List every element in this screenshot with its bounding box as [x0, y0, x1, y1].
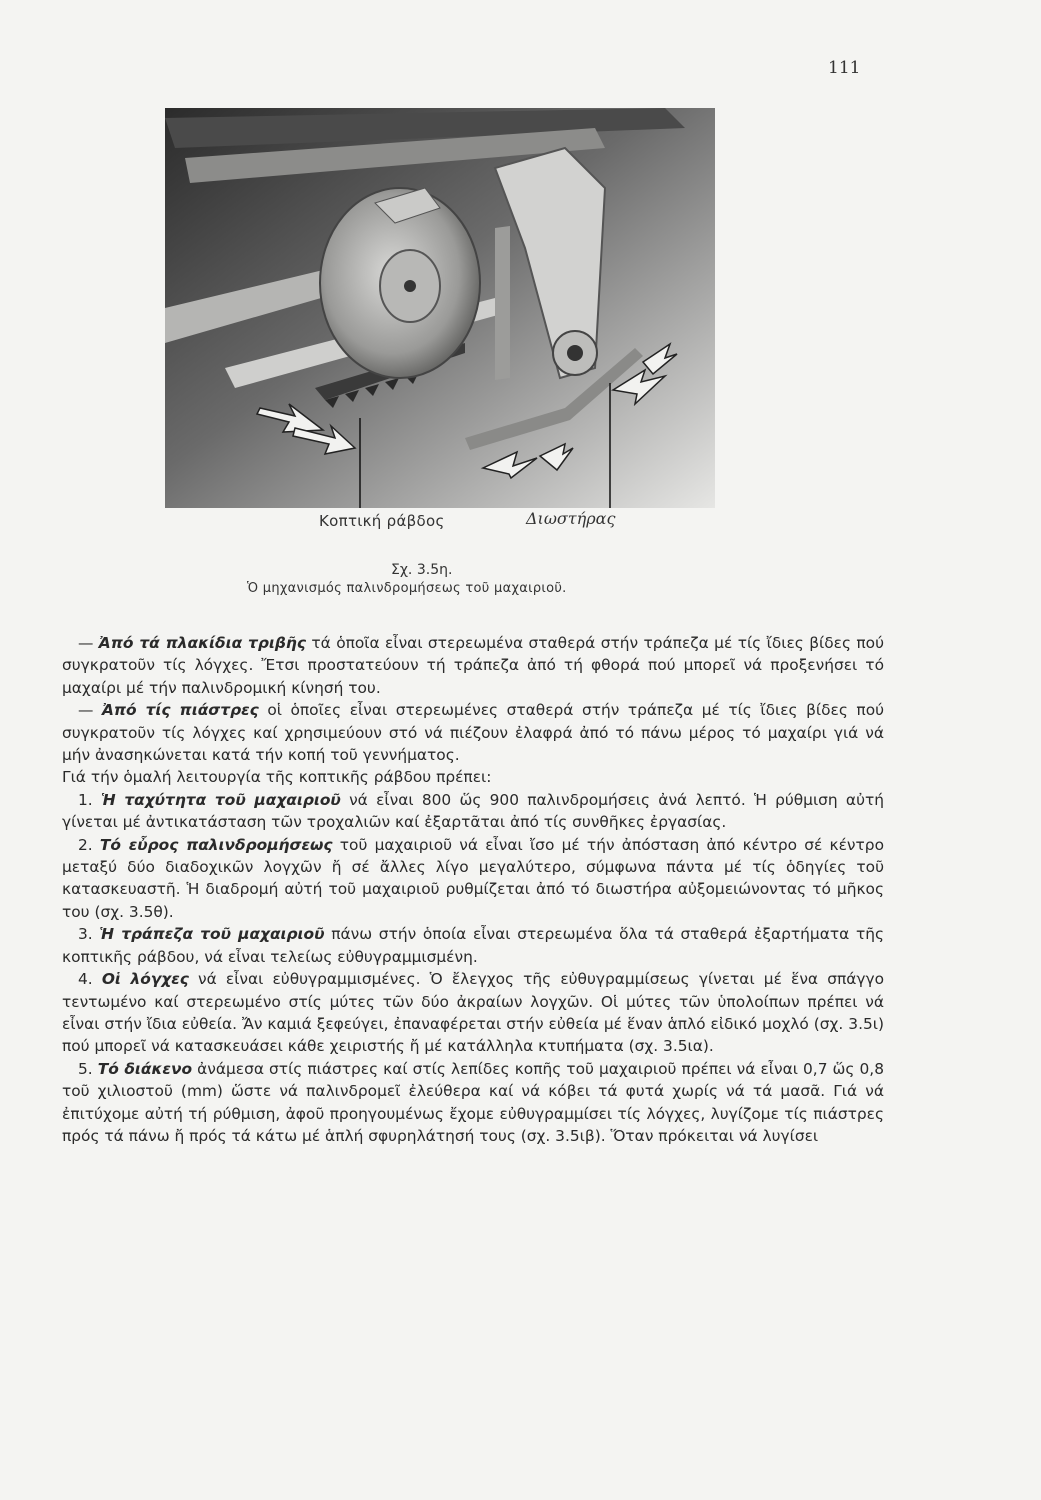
body-text — [62, 632, 884, 1147]
paragraph: Γιά τήν ὁμαλή λειτουργία τῆς κοπτικῆς ράβδου πρέπει: — [62, 768, 492, 787]
paragraph: — Ἀπό τίς πιάστρες οἱ ὁποῖες εἶναι στερεωμένες σταθερά στήν τράπεζα μέ τίς ἴδιες βίδες πού συγκρατοῦν τίς λόγχες καί χρησιμεύουν στό νά πιέζουν ἐλαφρά ἀπό τό πάνω μέρος τό μαχαίρι γιά νά μήν ἀνασηκώνεται κατά τήν κοπή τοῦ γεννήματος. — [62, 701, 885, 765]
label-cutter-bar: Κοπτική ράβδος — [319, 512, 445, 530]
page-number: 111 — [828, 58, 861, 78]
machine-photo — [165, 108, 715, 508]
label-connecting-rod: Διωστήρας — [526, 509, 616, 528]
paragraph: 2. Τό εὖρος παλινδρομήσεως τοῦ μαχαιριοῦ νά εἶναι ἴσο μέ τήν ἀπόσταση ἀπό κέντρο σέ κέντρο μεταξύ δύο διαδοχικῶν λογχῶν ἤ σέ ἄλλες λίγο μεγαλύτερο, σύμφωνα πάντα μέ τίς ὁδηγίες τοῦ κατασκευαστῆ. Ἡ διαδρομή αὐτή τοῦ μαχαιριοῦ ρυθμίζεται ἀπό τό διωστήρα αὐξομειώνοντας τό μῆκος του (σχ. 3.5θ). — [62, 835, 884, 921]
figure-number: Σχ. 3.5η. — [391, 562, 453, 578]
paragraph: 5. Τό διάκενο ἀνάμεσα στίς πιάστρες καί στίς λεπίδες κοπῆς τοῦ μαχαιριοῦ πρέπει νά εἶναι 0,7 ὥς 0,8 τοῦ χιλιοστοῦ (mm) ὥστε νά παλινδρομεῖ ἐλεύθερα καί νά κόβει τά φυτά χωρίς νά τά μασᾶ. Γιά νά ἐπιτύχομε αὐτή τή ρύθμιση, ἀφοῦ προηγουμένως ἔχομε εὐθυγραμμίσει τίς λόγχες, λυγίζομε τίς πιάστρες πρός τά πάνω ἤ πρός τά κάτω μέ ἁπλή σφυρηλάτησή τους (σχ. 3.5ιβ). Ὅταν πρόκειται νά λυγίσει — [62, 1059, 884, 1145]
figure-caption: Ὁ μηχανισμός παλινδρομήσεως τοῦ μαχαιριοῦ. — [247, 581, 567, 596]
paragraph: 4. Οἱ λόγχες νά εἶναι εὐθυγραμμισμένες. Ὁ ἔλεγχος τῆς εὐθυγραμμίσεως γίνεται μέ ἕνα σπάγγο τεντωμένο καί στερεωμένο στίς μύτες τῶν δύο ἀκραίων λογχῶν. Οἱ μύτες τῶν ὑπολοίπων πρέπει νά εἶναι στήν ἴδια εὐθεία. Ἄν καμιά ξεφεύγει, ἐπαναφέρεται στήν εὐθεία μέ ἕναν ἁπλό εἰδικό μοχλό (σχ. 3.5ι) πού μπορεῖ νά κατασκευάσει κάθε χειριστής ἤ μέ κατάλληλα κτυπήματα (σχ. 3.5ια). — [62, 970, 884, 1056]
paragraph: — Ἀπό τά πλακίδια τριβῆς τά ὁποῖα εἶναι στερεωμένα σταθερά στήν τράπεζα μέ τίς ἴδιες βίδες πού συγκρατοῦν τίς λόγχες. Ἔτσι προστατεύουν τή τράπεζα ἀπό τή φθορά πού μπορεῖ νά προξενήσει τό μαχαίρι μέ τήν παλινδρομική κίνησή του. — [62, 634, 884, 697]
paragraph: 1. Ἡ ταχύτητα τοῦ μαχαιριοῦ νά εἶναι 800 ὥς 900 παλινδρομήσεις ἀνά λεπτό. Ἡ ρύθμιση αὐτή γίνεται μέ ἀντικατάσταση τῶν τροχαλιῶν καί ἐξαρτᾶται ἀπό τίς συνθῆκες ἐργασίας. — [62, 790, 885, 832]
paragraph: 3. Ἡ τράπεζα τοῦ μαχαιριοῦ πάνω στήν ὁποία εἶναι στερεωμένα ὅλα τά σταθερά ἐξαρτήματα τῆς κοπτικῆς ράβδου, νά εἶναι τελείως εὐθυγραμμισμένη. — [62, 925, 884, 966]
